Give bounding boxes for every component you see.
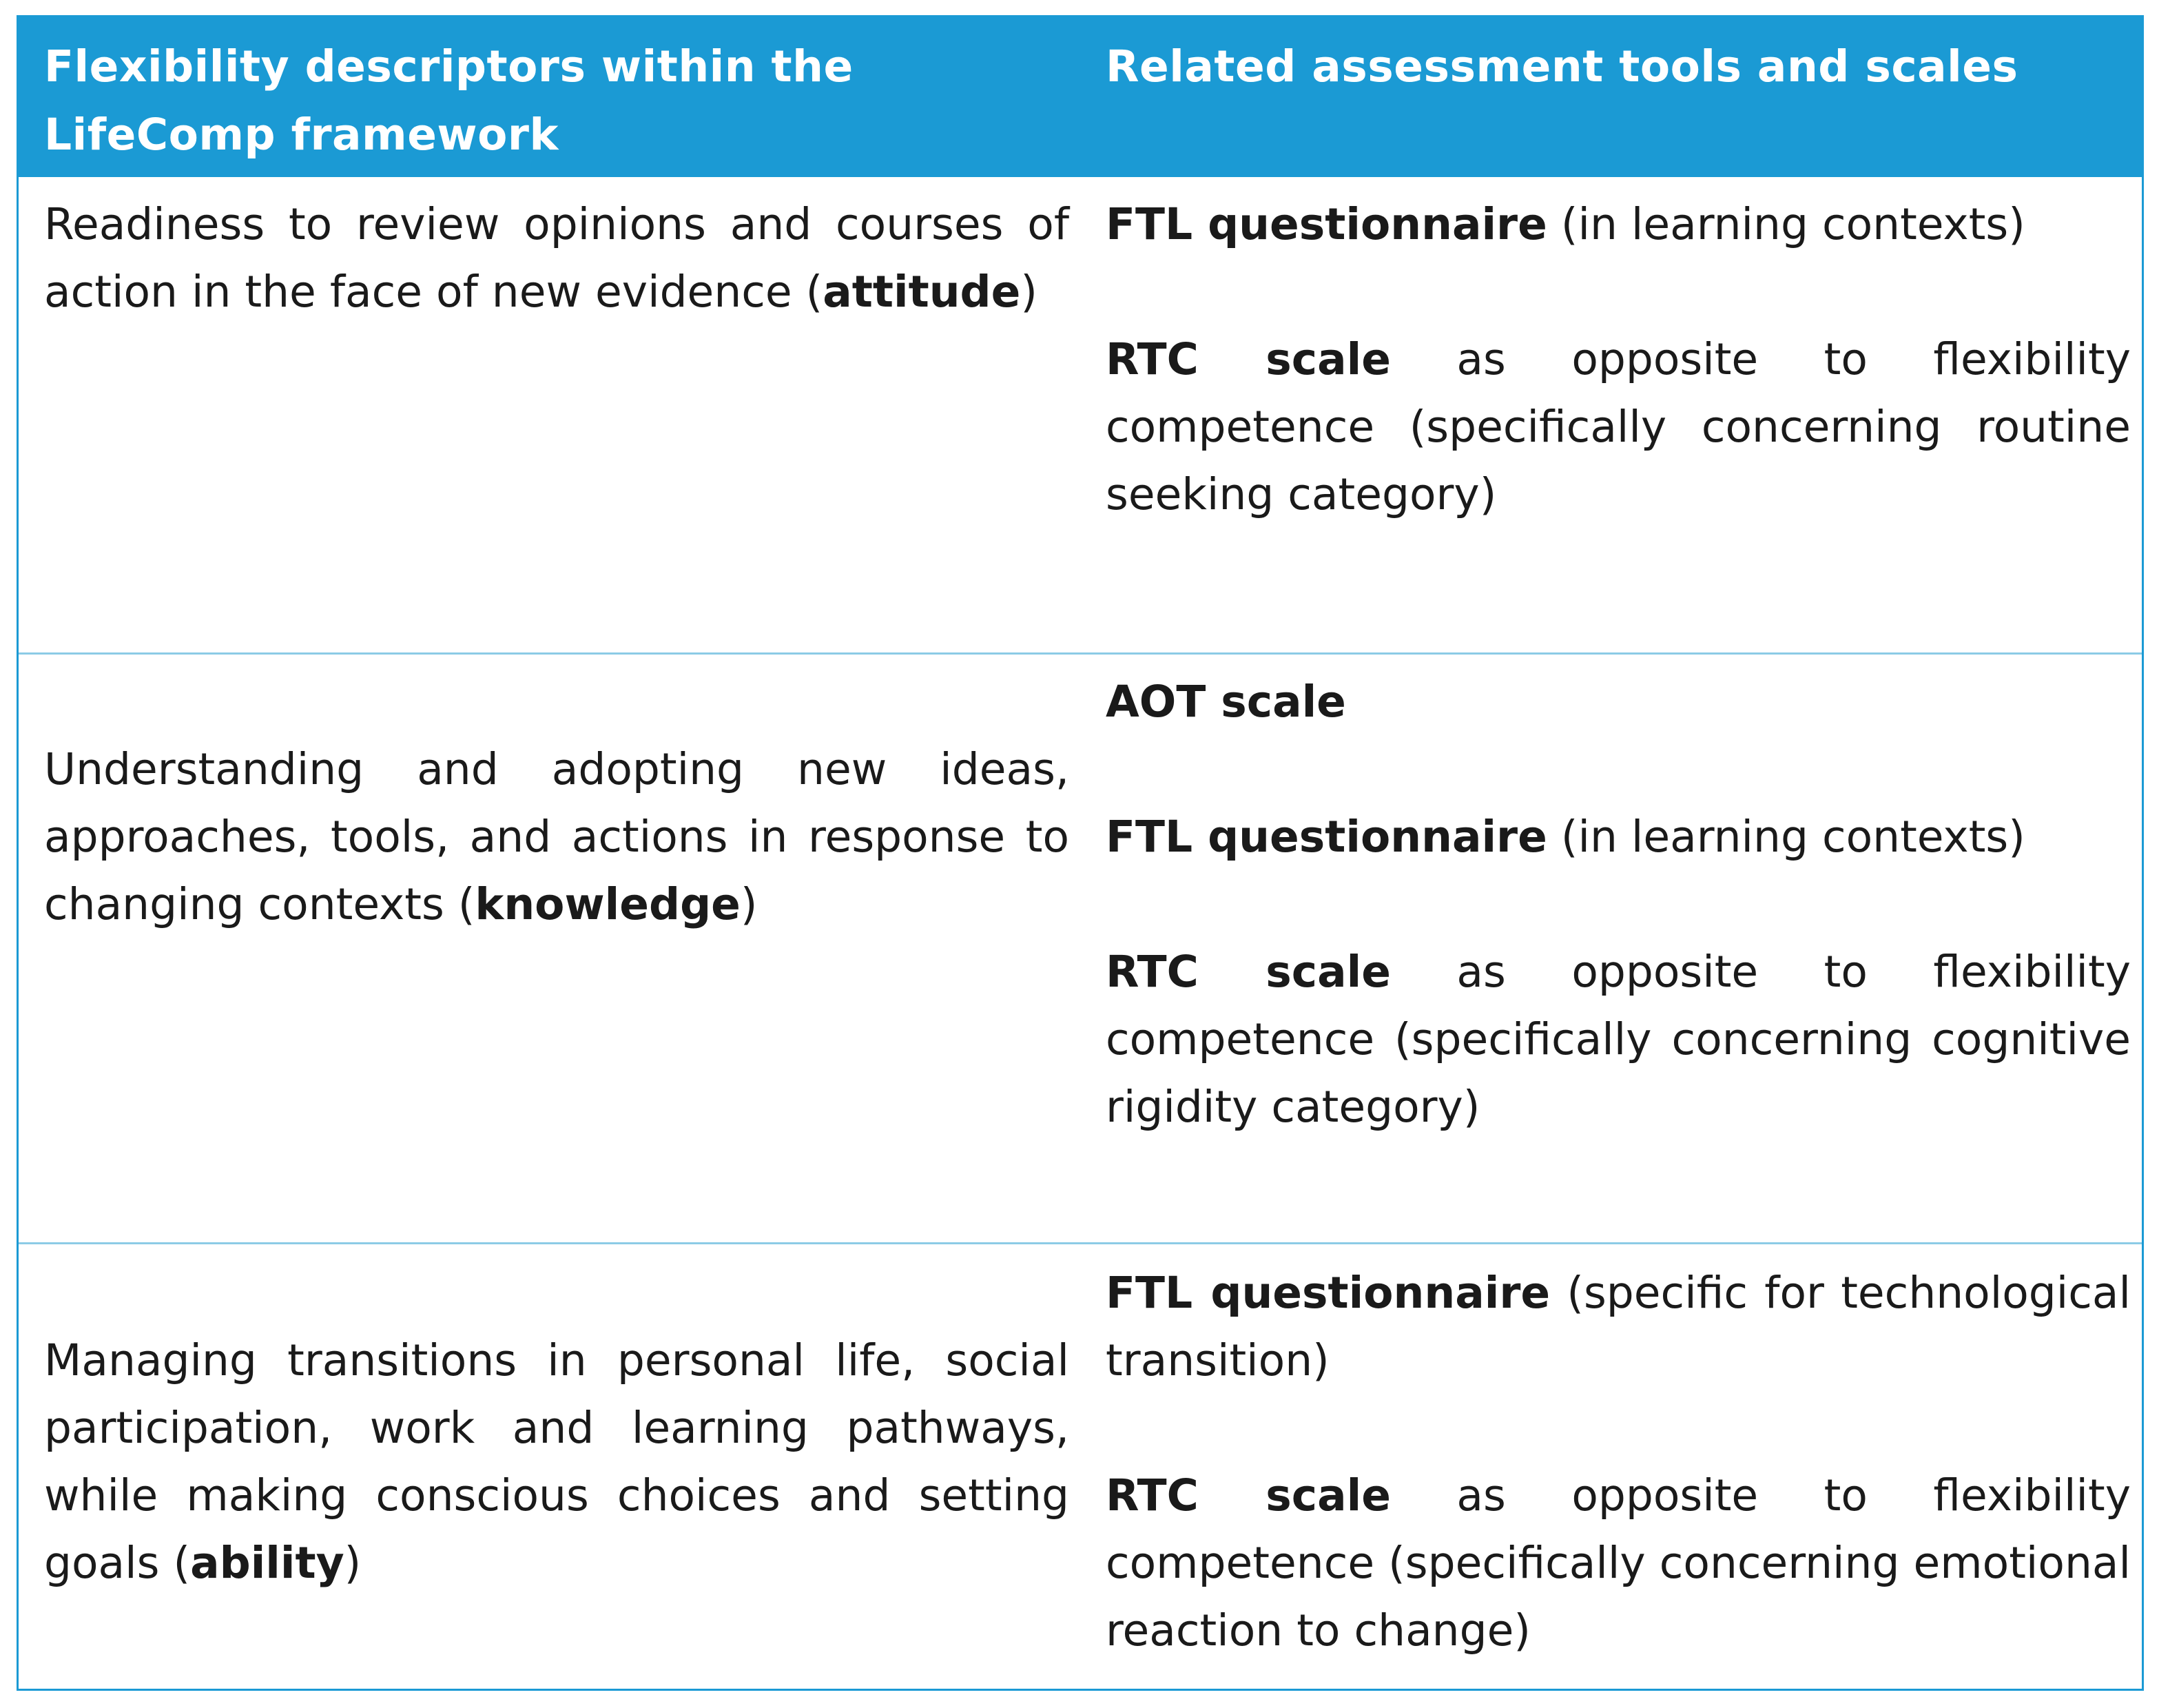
tool-entry — [1106, 668, 2131, 736]
descriptor-category: attitude — [823, 267, 1021, 317]
tool-entry: FTL questionnaire (specific for technological transition) — [1106, 1268, 2131, 1386]
header-descriptors: Flexibility descriptors within the LifeComp framework — [44, 41, 854, 160]
table-header — [19, 17, 2142, 177]
tool-name: RTC scale — [1106, 947, 1391, 997]
tool-entry: RTC scale as opposite to flexibility competence (specifically concerning routine seeking category) — [1106, 334, 2131, 519]
tool-name: RTC scale — [1106, 1470, 1391, 1521]
tool-name: FTL questionnaire — [1106, 1268, 1551, 1318]
tools-cell — [1106, 668, 2131, 1141]
table-row — [19, 1242, 2142, 1689]
tool-entry: FTL questionnaire (in learning contexts) — [1106, 199, 2025, 249]
descriptor-cell — [44, 1327, 1069, 1597]
tools-cell — [1106, 191, 2131, 528]
tool-entry: RTC scale as opposite to flexibility competence (specifically concerning cognitive rigidity category) — [1106, 947, 2131, 1132]
descriptors-table — [17, 15, 2144, 1691]
table-row — [19, 652, 2142, 1242]
descriptor-text: Readiness to review opinions and courses of action in the face of new evidence (attitude) — [44, 199, 1069, 317]
header-assessment-tools: Related assessment tools and scales — [1106, 41, 2018, 92]
descriptor-text: Managing transitions in personal life, social participation, work and learning pathways, while making conscious choices and setting goals (ability) — [44, 1335, 1069, 1588]
descriptor-cell — [44, 736, 1069, 938]
descriptor-category: ability — [190, 1538, 344, 1588]
table-row — [19, 177, 2142, 652]
tool-entry: FTL questionnaire (in learning contexts) — [1106, 812, 2025, 862]
tool-name: RTC scale — [1106, 334, 1391, 384]
tools-cell — [1106, 1259, 2131, 1665]
tool-name: AOT scale — [1106, 677, 1346, 727]
tool-entry: RTC scale as opposite to flexibility competence (specifically concerning emotional reaction to change) — [1106, 1470, 2131, 1656]
descriptor-cell — [44, 191, 1069, 326]
descriptor-text: Understanding and adopting new ideas, approaches, tools, and actions in response to changing contexts (knowledge) — [44, 744, 1069, 929]
descriptor-category: knowledge — [475, 879, 741, 929]
tool-name: FTL questionnaire — [1106, 199, 1547, 249]
tool-name: FTL questionnaire — [1106, 812, 1547, 862]
